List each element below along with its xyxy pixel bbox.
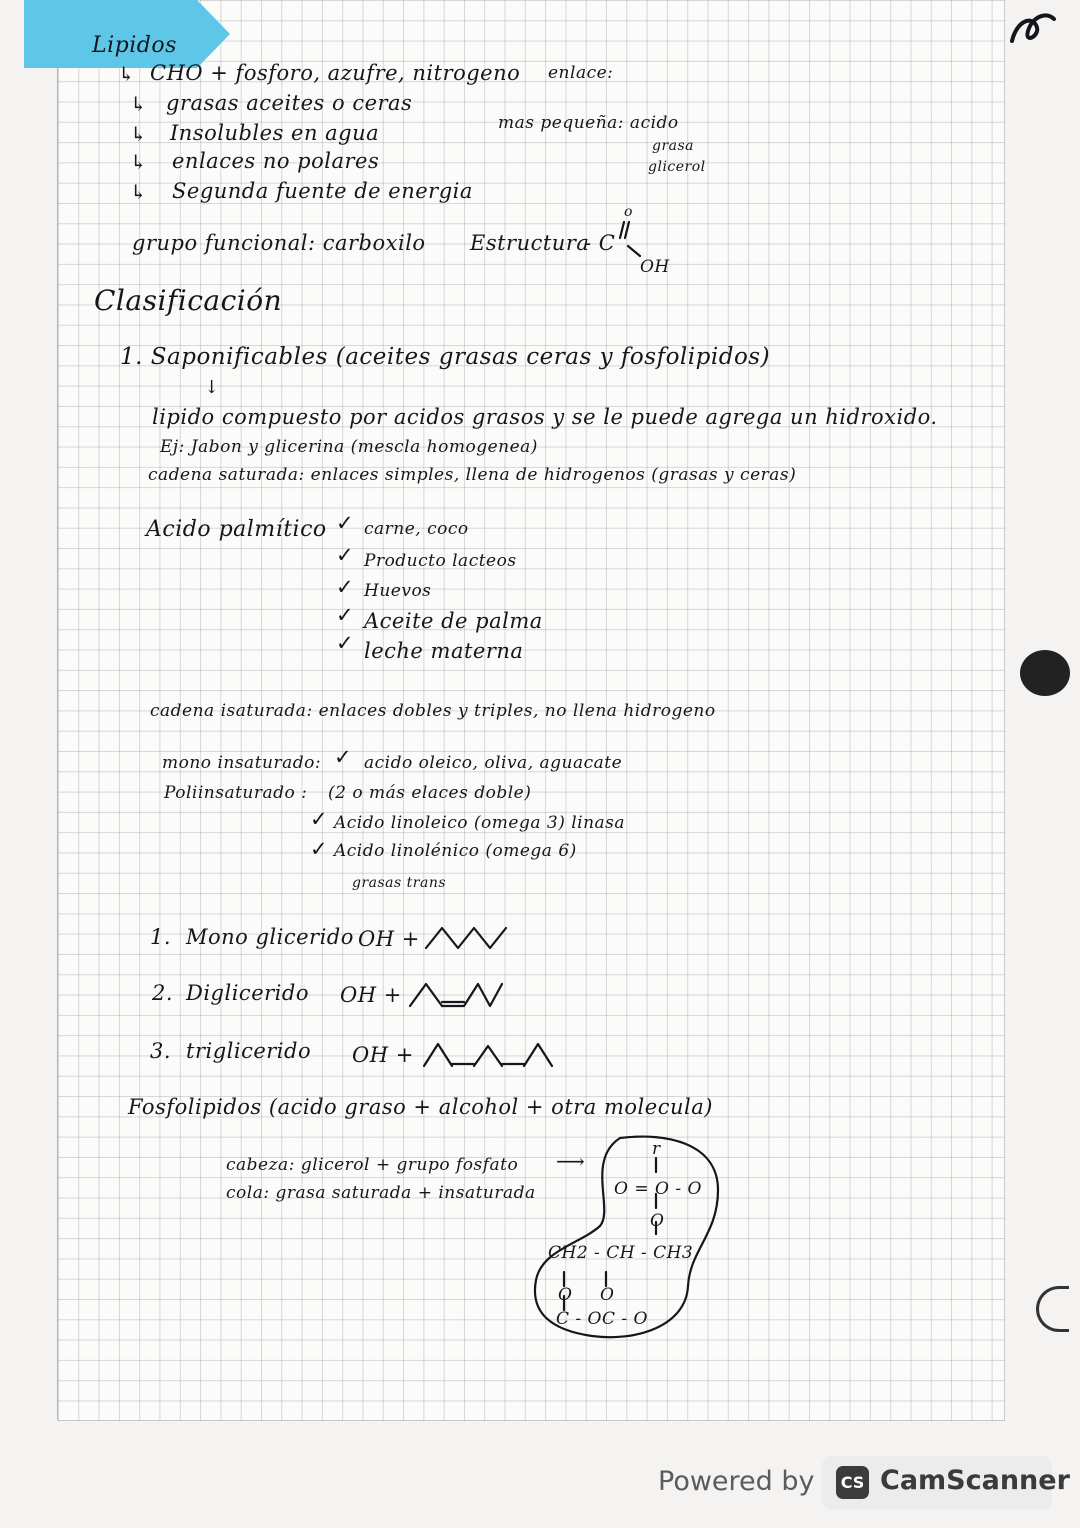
glicerido-name: Mono glicerido [186,925,354,949]
glicerido-name: triglicerido [186,1039,312,1063]
fatty-acid-zigzag-3 [422,1040,562,1070]
side-note-line: mas pequeña: acido [498,113,679,133]
glicerido-formula: OH + [358,927,420,951]
glicerido-number: 3. [150,1039,172,1063]
molecule-top: r [652,1139,661,1159]
section-heading-clasificacion: Clasificación [94,284,283,317]
poliinsaturado-item: Acido linoleico (omega 3) linasa [334,813,626,833]
glicerido-number: 1. [150,925,172,949]
palmitico-item: carne, coco [364,519,469,539]
side-note-line: enlace: [548,63,614,83]
fosfolipidos-cola: cola: grasa saturada + insaturada [226,1183,536,1203]
molecule-row-glycerol: CH2 - CH - CH3 [548,1243,694,1263]
intro-item: Segunda fuente de energia [172,179,473,203]
arrow-bullet-icon: ↳ [130,180,147,204]
grasas-trans-note: grasas trans [352,875,447,891]
page-edge-curl [1036,1286,1069,1332]
arrow-bullet-icon: ↳ [118,62,135,86]
powered-by-text: Powered by [658,1466,815,1497]
intro-item: CHO + fosforo, azufre, nitrogeno [150,61,521,85]
intro-item: Insolubles en agua [170,121,380,145]
down-arrow-icon: ↓ [204,377,220,398]
molecule-oxygen: O [600,1285,615,1305]
estructura-prefix: - C [584,231,616,255]
page-margin-line [57,0,58,1420]
molecule-row-phosphate: O = O - O [614,1179,702,1199]
palmitico-item: leche materna [364,639,524,663]
camscanner-logo: CS [836,1466,869,1499]
glicerido-formula: OH + [340,983,402,1007]
page-title: Lipidos [92,33,177,58]
estructura-oxygen: o [624,204,633,220]
check-icon: ✓ [334,745,352,769]
camscanner-brand: CamScanner [880,1465,1070,1496]
fatty-acid-zigzag-2 [408,980,508,1010]
fosfolipidos-heading: Fosfolipidos (acido graso + alcohol + otra molecula) [128,1095,713,1119]
intro-item: enlaces no polares [172,149,380,173]
check-icon: ✓ [336,511,354,535]
check-icon: ✓ [336,631,354,655]
check-icon: ✓ [336,575,354,599]
check-icon: ✓ [336,603,354,627]
binder-ring [1020,650,1070,696]
double-bond-lines [612,218,652,268]
grupo-funcional: grupo funcional: carboxilo [132,231,426,255]
cadena-insaturada: cadena isaturada: enlaces dobles y triples, no llena hidrogeno [150,701,716,721]
check-icon: ✓ [310,807,328,831]
arrow-bullet-icon: ↳ [130,92,147,116]
fosfolipidos-cabeza: cabeza: glicerol + grupo fosfato [226,1155,519,1175]
glicerido-name: Diglicerido [186,981,309,1005]
molecule-oxygen: O [650,1211,665,1231]
acido-palmitico-label: Acido palmítico [146,517,327,542]
mono-insaturado-label: mono insaturado: [162,753,322,773]
poliinsaturado-item: Acido linolénico (omega 6) [334,841,577,861]
right-arrow-icon: ⟶ [556,1149,585,1173]
arrow-bullet-icon: ↳ [130,122,147,146]
saponificables-example: Ej: Jabon y glicerina (mescla homogenea) [160,437,538,457]
check-icon: ✓ [310,837,328,861]
saponificables-heading: 1. Saponificables (aceites grasas ceras y fosfolipidos) [120,344,771,370]
side-note-line: grasa [652,138,695,154]
glicerido-number: 2. [152,981,174,1005]
check-icon: ✓ [336,543,354,567]
palmitico-item: Aceite de palma [364,609,543,633]
molecule-row-ester: C - OC - O [556,1309,648,1329]
arrow-bullet-icon: ↳ [130,150,147,174]
palmitico-item: Huevos [364,581,432,601]
poliinsaturado-note: (2 o más elaces doble) [328,783,532,803]
fatty-acid-zigzag-1 [424,924,514,954]
mono-insaturado-text: acido oleico, oliva, aguacate [364,753,623,773]
estructura-oh: OH [640,257,670,277]
glicerido-formula: OH + [352,1043,414,1067]
poliinsaturado-label: Poliinsaturado : [164,783,308,803]
camscanner-badge [822,1456,1070,1510]
estructura-label: Estructura [470,231,590,255]
side-note-line: glicerol [648,159,706,175]
saponificables-definition: lipido compuesto por acidos grasos y se le puede agrega un hidroxido. [152,405,938,429]
molecule-oxygen: O [558,1285,573,1305]
palmitico-item: Producto lacteos [364,551,517,571]
intro-item: grasas aceites o ceras [166,91,413,115]
scribble-mark [1006,5,1058,49]
cadena-saturada: cadena saturada: enlaces simples, llena de hidrogenos (grasas y ceras) [148,465,797,485]
